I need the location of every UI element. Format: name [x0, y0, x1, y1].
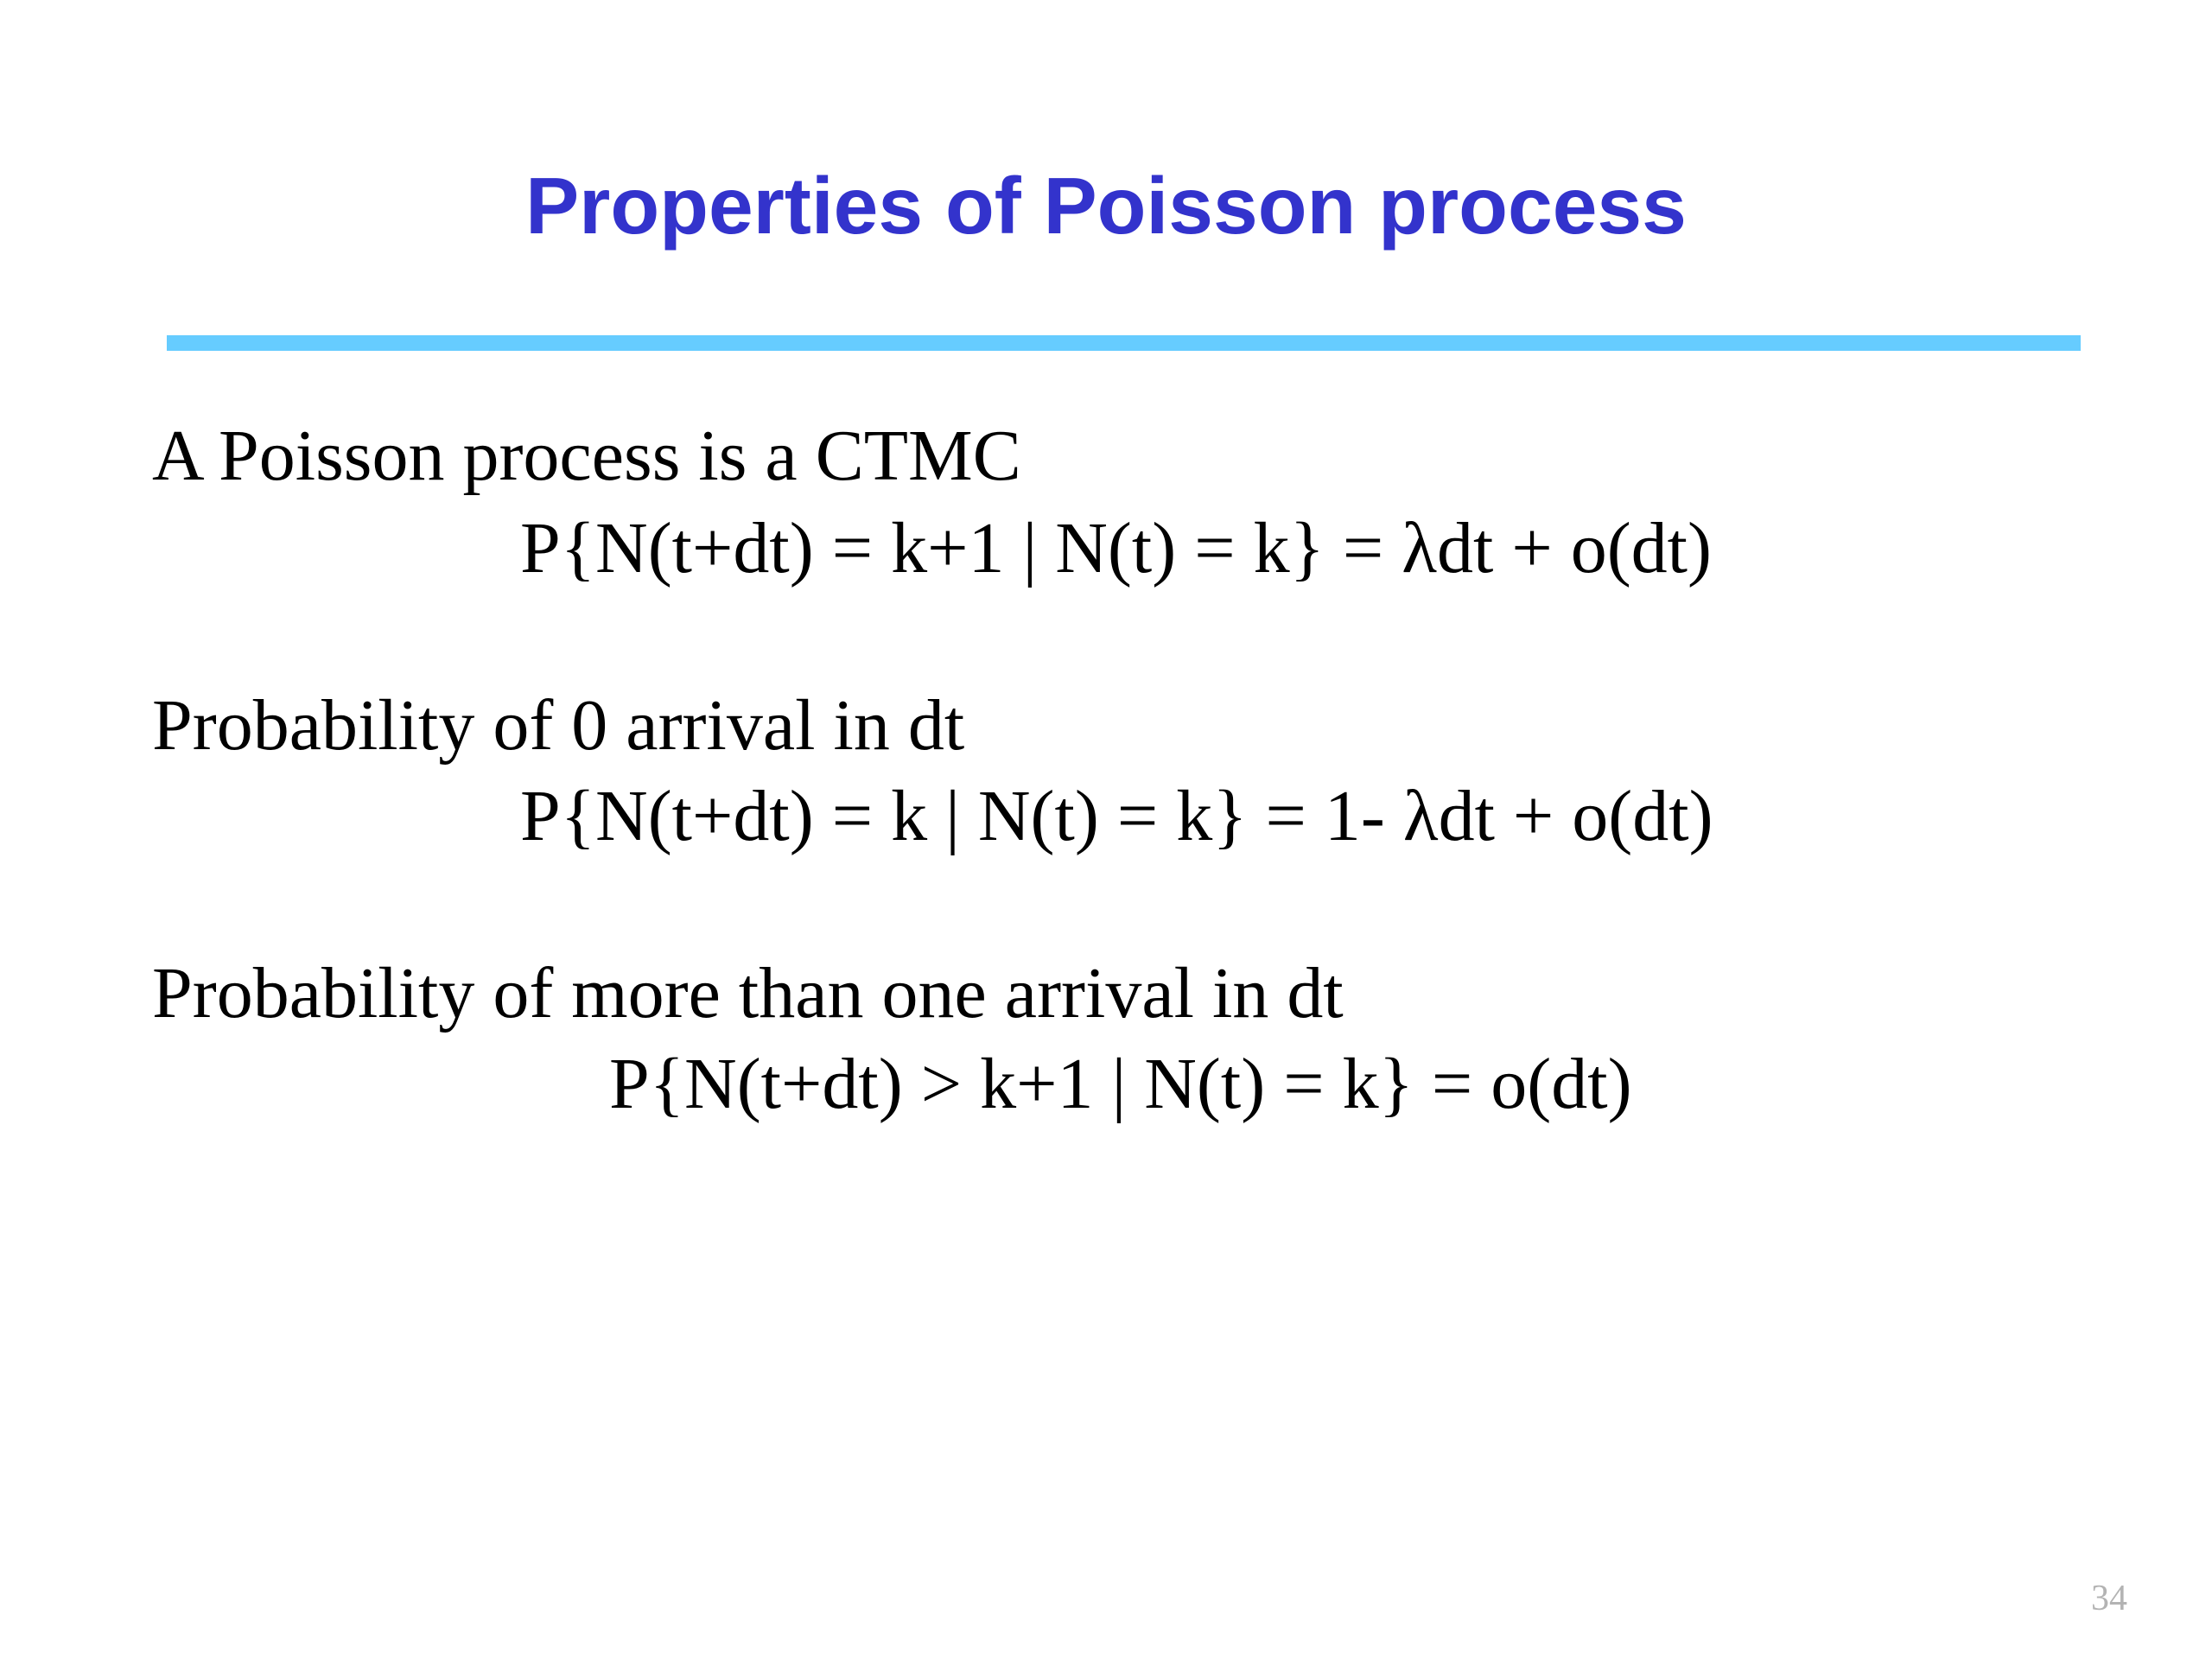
block-heading-ctmc: A Poisson process is a CTMC [152, 416, 1021, 496]
block-heading-multiple-arrivals: Probability of more than one arrival in dt [152, 953, 1344, 1033]
formula-zero-arrival: P{N(t+dt) = k | N(t) = k} = 1- λdt + o(dt) [520, 776, 1713, 856]
formula-multiple-arrivals: P{N(t+dt) > k+1 | N(t) = k} = o(dt) [609, 1044, 1632, 1124]
page-number: 34 [2091, 1579, 2127, 1618]
slide-title: Properties of Poisson process [525, 161, 1687, 251]
block-heading-zero-arrival: Probability of 0 arrival in dt [152, 685, 965, 766]
title-divider [167, 335, 2081, 351]
formula-single-arrival: P{N(t+dt) = k+1 | N(t) = k} = λdt + o(dt) [520, 508, 1712, 588]
